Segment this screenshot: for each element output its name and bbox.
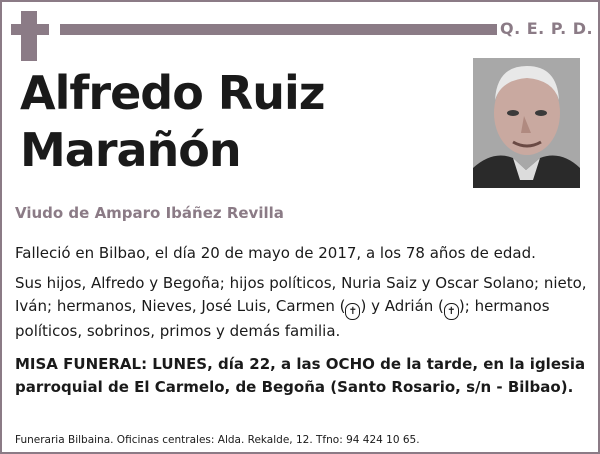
header-rule <box>60 24 497 35</box>
family-text-part-2: ) y Adrián ( <box>360 297 444 315</box>
cross-icon-bar <box>11 24 49 35</box>
funeral-mass-text: MISA FUNERAL: LUNES, día 22, a las OCHO de la tarde, en la iglesia parroquial de El Carmelo, de Begoña (Santo Rosario, s/n - Bilbao). <box>15 355 586 396</box>
family-text-part-1: Sus hijos, Alfredo y Begoña; hijos políticos, Nuria Saiz y Oscar Solano; nieto, Iván; hermanos, Nieves, José Luis, Carmen ( <box>15 274 587 315</box>
widow-of-text: Viudo de Amparo Ibáñez Revilla <box>15 204 284 222</box>
portrait-photo <box>473 58 580 188</box>
cross-icon <box>21 11 37 61</box>
funeral-home-footer: Funeraria Bilbaina. Oficinas centrales: Alda. Rekalde, 12. Tfno: 94 424 10 65. <box>15 434 420 446</box>
deceased-name <box>20 65 325 179</box>
cross-in-circle-icon: ✝ <box>444 303 459 320</box>
name-line-2: Marañón <box>20 123 241 177</box>
name-line-1: Alfredo Ruiz <box>20 66 325 120</box>
death-notice: Falleció en Bilbao, el día 20 de mayo de 2017, a los 78 años de edad. <box>15 244 536 262</box>
cross-in-circle-icon: ✝ <box>345 303 360 320</box>
family-text-part-3: ); hermanos políticos, sobrinos, primos y demás familia. <box>15 297 550 340</box>
qepd-label: Q. E. P. D. <box>500 19 594 38</box>
portrait-image <box>473 58 580 188</box>
family-text <box>15 272 587 343</box>
